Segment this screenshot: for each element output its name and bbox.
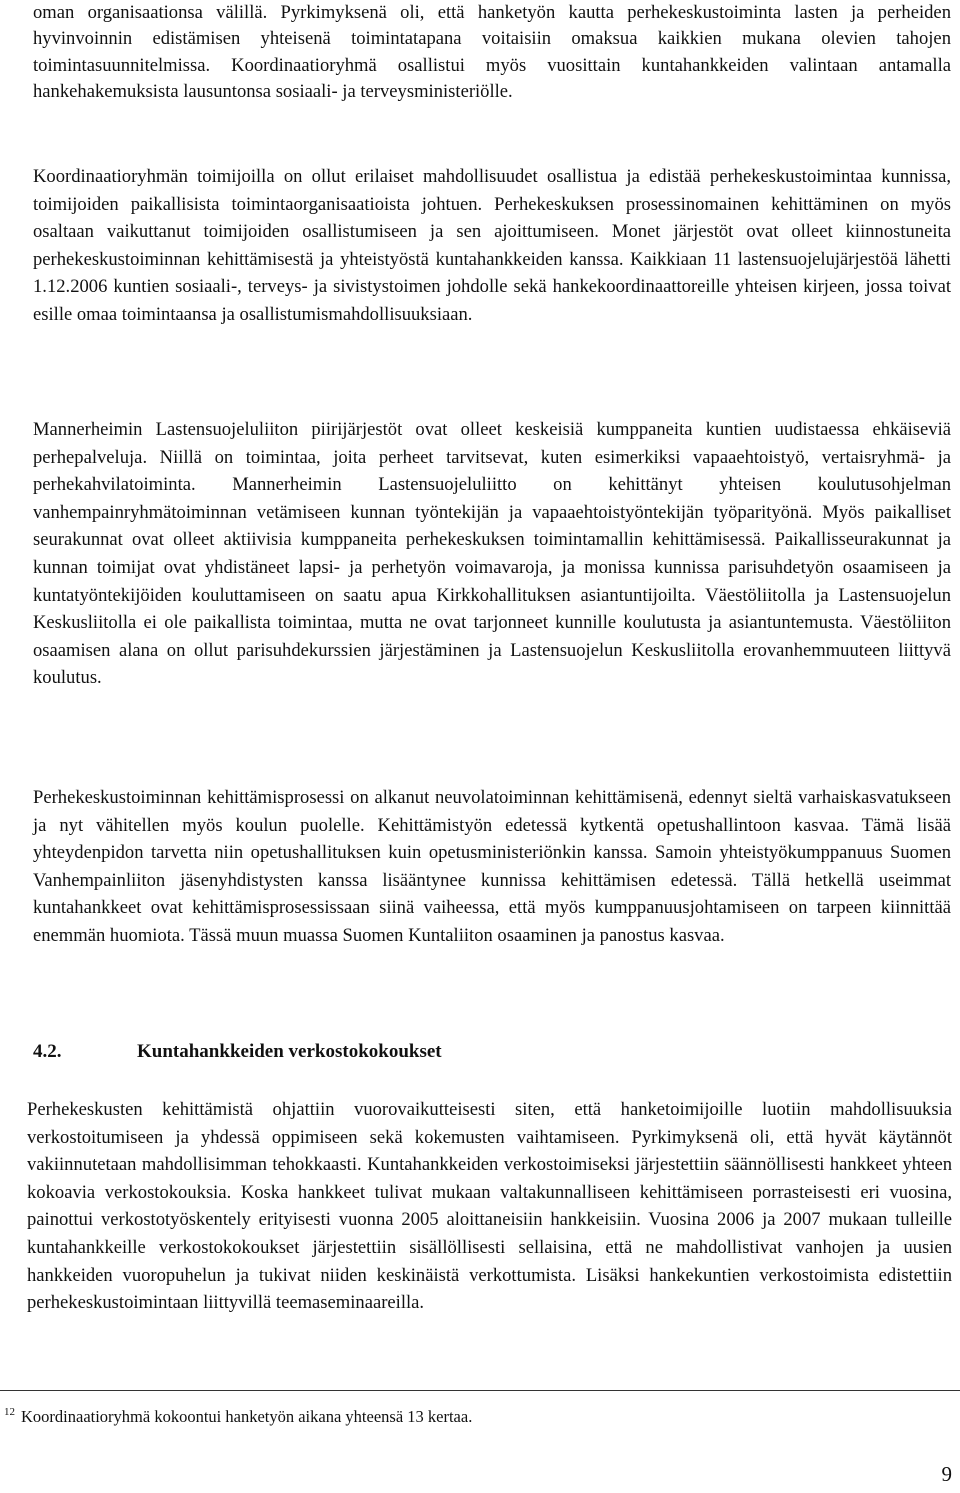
- paragraph-network-meetings: Perhekeskusten kehittämistä ohjattiin vuorovaikutteisesti siten, että hanketoimijoille luotiin mahdollisuuksia verkostoitumiseen ja yhdessä oppimiseen sekä kokemusten vaihtamiseen. Pyrkimyksenä oli, että hyvät käytännöt vakiinnutetaan mahdollisimman tehokkaasti. Kuntahankkeiden verkostoimiseksi järjestettiin säännöllisesti hankkeet yhteen kokoavia verkostokouksia. Koska hankkeet tulivat mukaan valtakunnalliseen kehittämiseen porrasteisesti eri vuosina, painottui verkostotyöskentely erityisesti vuonna 2005 aloittaneisiin hankkeisiin. Vuosina 2006 ja 2007 mukaan tulleille kuntahankkeille verkostokokoukset järjestettiin sisällöllisesti sellaisina, että ne mahdollistivat vanhojen ja uusien hankkeiden vuoropuhelun ja tukivat niiden keskinäistä verkottumista. Lisäksi hankekuntien verkostoimista edistettiin perhekeskustoimintaan liittyvillä teemaseminaareilla.: [27, 1099, 952, 1314]
- paragraph-mannerheim-league: Mannerheimin Lastensuojeluliiton piirijärjestöt ovat olleet keskeisiä kumppaneita kuntien uudistaessa ehkäiseviä perhepalveluja. Niillä on toimintaa, joita perheet tarvitsevat, kuten esimerkiksi vapaaehtoistyö, vertaisryhmä- ja perhekahvilatoiminta. Mannerheimin Lastensuojeluliitto on kehittänyt yhteisen koulutusohjelman vanhempainryhmätoiminnan vetämiseen kunnan työntekijän ja vapaaehtoistyöntekijän työparityönä. Myös paikalliset seurakunnat ovat olleet aktiivisia kumppaneita perhekeskuksen toimintamallin kehittämisessä. Paikallisseurakunnat ja kunnan toimijat ovat yhdistäneet lapsi- ja perhetyön voimavaroja, ja monissa kunnissa parisuhdetyön osaamiseen ja kuntatyöntekijöiden kouluttamiseen on saatu apua Kirkkohallituksen asiantuntijoilta. Väestöliitolla ja Lastensuojelun Keskusliitolla ei ole paikallista toimintaa, mutta ne ovat tarjonneet kunnille koulutusta ja asiantuntemusta. Väestöliiton osaamisen alana on ollut parisuhdekurssien järjestäminen ja Lastensuojelun Keskusliitolla erovanhemmuuteen liittyvä koulutus.: [33, 419, 951, 689]
- section-number: 4.2.: [33, 1041, 62, 1062]
- paragraph-coordination-actors: Koordinaatioryhmän toimijoilla on ollut erilaiset mahdollisuudet osallistua ja edistää perhekeskustoimintaa kunnissa, toimijoiden paikallisista toimintaorganisaatioista johtuen. Perhekeskuksen prosessinomainen kehittäminen on myös osaltaan vaikuttanut toimijoiden osallistumiseen ja sen ajoittumiseen. Monet järjestöt ovat olleet kiinnostuneita perhekeskustoiminnan kehittämisestä ja yhteistyöstä kuntahankkeiden kanssa. Kaikkiaan 11 lastensuojelujärjestöä lähetti 1.12.2006 kuntien sosiaali-, terveys- ja sivistystoimen johdolle sekä hankekoordinaattoreille yhteisen kirjeen, jossa toivat esille omaa toimintaansa ja osallistumismahdollisuuksiaan.: [33, 166, 951, 325]
- section-title: Kuntahankkeiden verkostokokoukset: [137, 1041, 442, 1062]
- footnote-divider: [0, 1390, 960, 1391]
- section-heading: [33, 1038, 442, 1066]
- footnote-text: Koordinaatioryhmä kokoontui hanketyön aikana yhteensä 13 kertaa.: [21, 1407, 473, 1426]
- paragraph-intro: oman organisaationsa välillä. Pyrkimyksenä oli, että hanketyön kautta perhekeskustoiminta lasten ja perheiden hyvinvoinnin edistämisen yhteisenä toimintatapana voitaisiin omaksua kaikkien mukana olevien tahojen toimintasuunnitelmissa. Koordinaatioryhmä osallistui myös vuosittain kuntahankkeiden valintaan antamalla hankehakemuksista lausuntonsa sosiaali- ja terveysministeriölle.: [33, 2, 951, 103]
- footnote-marker: 12: [4, 1406, 15, 1418]
- page-number: 9: [941, 1462, 952, 1486]
- footnote: [4, 1401, 472, 1428]
- paragraph-development-process: Perhekeskustoiminnan kehittämisprosessi on alkanut neuvolatoiminnan kehittämisenä, edennyt sieltä varhaiskasvatukseen ja nyt vähitellen myös koulun puolelle. Kehittämistyön edetessä kytkentä opetushallintoon kasvaa. Tämä lisää yhteydenpidon tarvetta niin opetushallituksen kuin opetusministeriönkin kanssa. Samoin yhteistyökumppanuus Suomen Vanhempainliiton jäsenyhdistysten kanssa lisääntynee kunnissa kehittämisen edetessä. Tällä hetkellä useimmat kuntahankkeet ovat kehittämisprosessissaan siinä vaiheessa, että myös kumppanuusjohtamiseen on tarpeen kiinnittää enemmän huomiota. Tässä muun muassa Suomen Kuntaliiton osaaminen ja panostus kasvaa.: [33, 787, 951, 946]
